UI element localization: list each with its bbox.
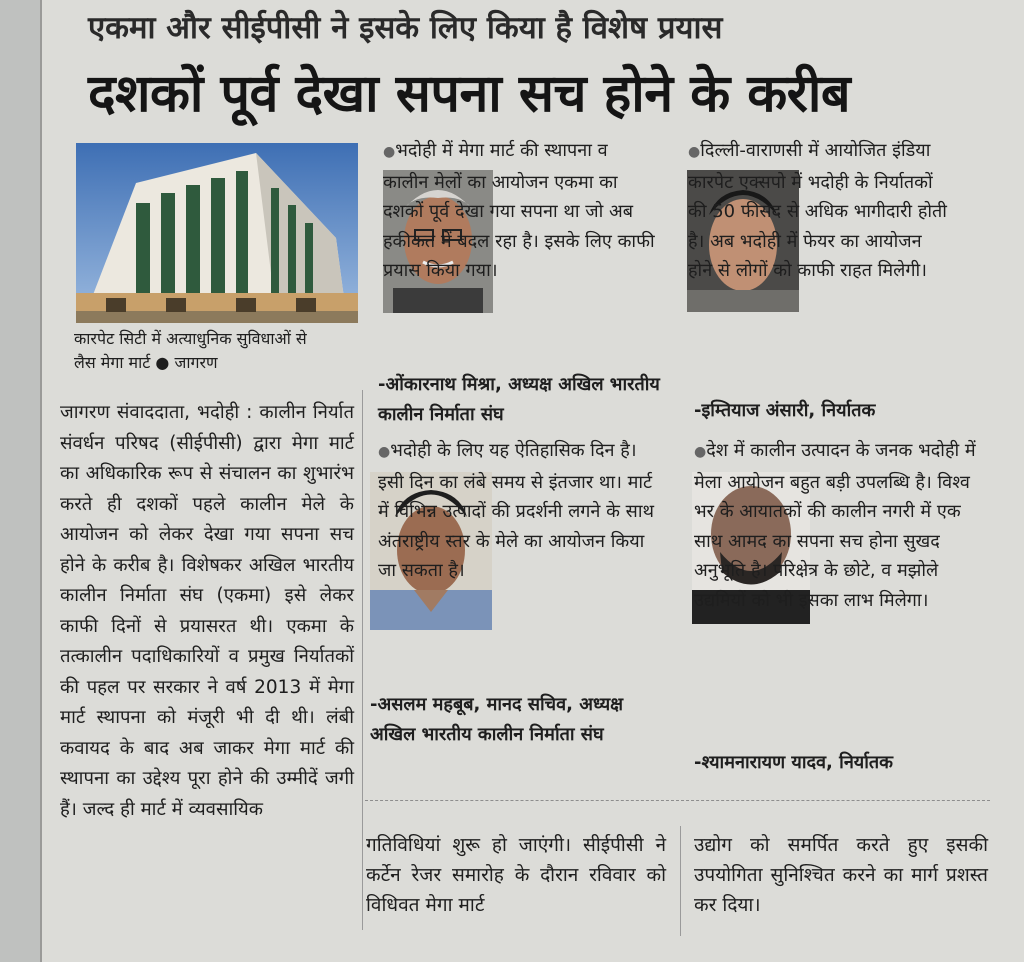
article-headline: दशकों पूर्व देखा सपना सच होने के करीब [88, 64, 851, 124]
main-story-text: जागरण संवाददाता, भदोही : कालीन निर्यात संवर्धन परिषद (सीईपीसी) द्वारा मेगा मार्ट का अधिकारिक रूप से संचालन का शुभारंभ करते ही दशकों पहले कालीन मेले के आयोजन को लेकर देखा गया सपना सच होने के करीब है। विशेषकर अखिल भारतीय कालीन निर्माता संघ (एकमा) इसे लेकर काफी दिनों से प्रयासरत थी। एकमा के तत्कालीन पदाधिकारियों व प्रमुख निर्यातकों की पहल पर सरकार ने वर्ष 2013 में मेगा मार्ट स्थापना को मंजूरी भी दी थी। लंबी कवायद के बाद अब जाकर मेगा मार्ट की स्थापना का उद्देश्य पूरा होने की उम्मीदें जगी हैं। जल्द ही मार्ट में व्यवसायिक [60, 402, 354, 820]
story-continuation-middle: गतिविधियां शुरू हो जाएंगी। सीईपीसी ने कर्टेन रेजर समारोह के दौरान रविवार को विधिवत मेगा मार्ट [366, 834, 666, 916]
quote-1-attribution: -ओंकारनाथ मिश्रा, अध्यक्ष अखिल भारतीय कालीन निर्माता संघ [378, 374, 660, 425]
story-continuation-right: उद्योग को समर्पित करते हुए इसकी उपयोगिता सुनिश्चित करने का मार्ग प्रशस्त कर दिया। [694, 834, 988, 916]
quote-4-text: ● देश में कालीन उत्पादन के जनक भदोही में मेला आयोजन बहुत बड़ी उपलब्धि है। विश्व भर के आयातकों की कालीन नगरी में एक साथ आमद का सपना सच होना सुखद अनुभूति है। परिक्षेत्र के छोटे, व मझोले उद्यमियों को भी इसका लाभ मिलेगा। [694, 436, 979, 615]
section-divider [365, 800, 990, 801]
quote-2-attribution: -इम्तियाज अंसारी, निर्यातक [694, 400, 876, 421]
quote-2-text: ● दिल्ली-वाराणसी में आयोजित इंडिया कारपेट एक्सपो में भदोही के निर्यातकों की 50 फीसद से अधिक भागीदारी होती है। अब भदोही में फेयर का आयोजन होने से लोगों को काफी राहत मिलेगी। [688, 136, 948, 286]
mega-mart-building-photo [76, 143, 358, 323]
bottom-column-divider [680, 826, 681, 936]
column-divider [362, 390, 363, 930]
article-kicker: एकमा और सीईपीसी ने इसके लिए किया है विशेष प्रयास [88, 10, 723, 46]
quote-1-text: ● भदोही में मेगा मार्ट की स्थापना व कालीन मेलों का आयोजन एकमा का दशकों पूर्व देखा गया सपना था जो अब हकीकत में बदल रहा है। इसके लिए काफी प्रयास किया गया। [383, 136, 655, 286]
quote-3-text: ● भदोही के लिए यह ऐतिहासिक दिन है। इसी दिन का लंबे समय से इंतजार था। मार्ट में विभिन्न उत्पादों की प्रदर्शनी लगने के साथ अंतराष्ट्रीय स्तर के मेले का आयोजन किया जा सकता है। [378, 436, 662, 586]
quote-3-attribution: -असलम महबूब, मानद सचिव, अध्यक्ष अखिल भारतीय कालीन निर्माता संघ [370, 694, 624, 745]
quote-4-attribution: -श्यामनारायण यादव, निर्यातक [694, 752, 893, 773]
building-photo-caption: कारपेट सिटी में अत्याधुनिक सुविधाओं से लैस मेगा मार्ट ● जागरण [74, 329, 307, 372]
